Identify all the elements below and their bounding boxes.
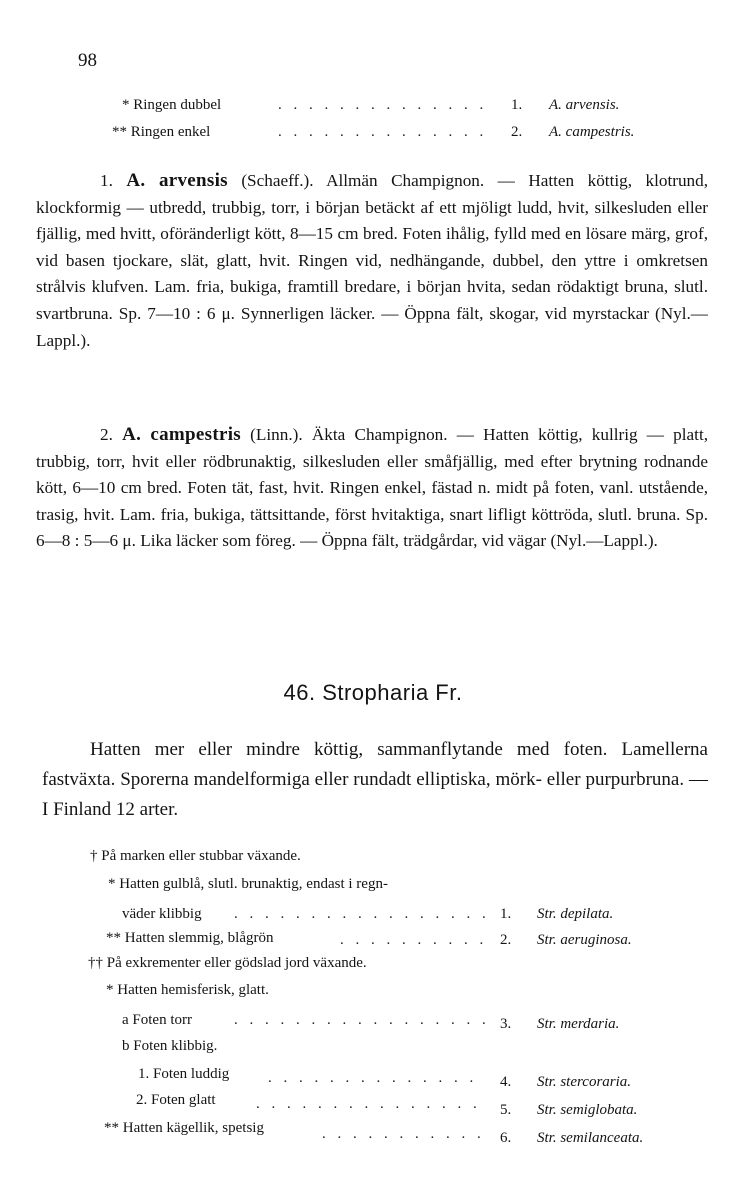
key-row-label: * Ringen dubbel [122,97,222,113]
species-genus-abbr: A. [122,424,142,445]
key-row-label: 1. Foten luddig [138,1066,230,1082]
leader-dots: . . . . . . . . . . . . . . [278,124,488,140]
species-name: campestris [150,424,241,445]
key-row-species: Str. aeruginosa. [537,932,632,948]
leader-dots: . . . . . . . . . . . . . . [278,97,488,113]
key-row-number: 5. [500,1102,512,1118]
key-row-number: 3. [500,1016,512,1032]
key-row-label: ** Ringen enkel [112,124,211,140]
key-row-species: A. arvensis. [549,97,620,113]
leader-dots: . . . . . . . . . . . . . . . [256,1096,481,1112]
key-row-label: a Foten torr [122,1012,192,1028]
key-row-number: 6. [500,1130,512,1146]
key-row-number: 4. [500,1074,512,1090]
page-number: 98 [78,50,97,71]
key-row-number: 1. [500,906,512,922]
genus-intro [42,735,708,825]
key-row-species: A. campestris. [549,124,635,140]
genus-intro-text: Hatten mer eller mindre köttig, sammanflytande med foten. Lamellerna fastväxta. Sporerna mandelformiga eller rundadt elliptiska, mörk- eller purpurbruna. — I Finland 12 arter. [42,739,708,820]
genus-heading: 46. Stropharia Fr. [283,680,463,705]
key-row-label: 2. Foten glatt [136,1092,216,1108]
leader-dots: . . . . . . . . . . . . . . . . . [234,906,490,922]
key-row-label: * Hatten gulblå, slutl. brunaktig, endast i regn- [108,876,388,892]
leader-dots: . . . . . . . . . . . [322,1126,485,1142]
species-number: 2. [100,425,113,444]
species-entry-campestris [36,422,708,555]
key-row-species: Str. semiglobata. [537,1102,638,1118]
species-description: (Schaeff.). Allmän Champignon. — Hatten köttig, klotrund, klockformig — utbredd, trubbig, torr, i början betäckt af ett mjöligt ludd, hvit, silkesluden eller fjällig, med hvitt, oföränderligt kött, 8—15 cm bred. Foten ihålig, fylld med en lösare märg, grof, vid basen tjockare, slät, glatt, hvit. Ringen vid, nedhängande, dubbel, den yttre i omkretsen strålvis klufven. Lam. fria, bukiga, framtill bredare, i början hvita, sedan rödaktigt bruna, slutl. svartbruna. Sp. 7—10 : 6 μ. Synnerligen läcker. — Öppna fält, skogar, vid myrstackar (Nyl.—Lappl.). [36,171,709,350]
species-number: 1. [100,171,113,190]
key-row-number: 2. [500,932,512,948]
key-row-number: 2. [511,124,523,140]
key-row-number: 1. [511,97,523,113]
species-genus-abbr: A. [126,170,146,191]
key-row-label: † På marken eller stubbar växande. [90,848,301,864]
key-row-label: b Foten klibbig. [122,1038,218,1054]
key-row-label: ** Hatten slemmig, blågrön [106,930,274,946]
key-row-label: väder klibbig [122,906,202,922]
key-row-label: * Hatten hemisferisk, glatt. [106,982,269,998]
species-description: (Linn.). Äkta Champignon. — Hatten köttig, kullrig — platt, trubbig, torr, hvit eller rödbrunaktig, silkesluden eller småfjällig, med efter brytning rodnande kött, 6—10 cm bred. Foten tät, fast, hvit. Ringen enkel, fästad n. midt på foten, vanl. utstående, trasig, hvit. Lam. fria, bukiga, tättsittande, först hvitaktiga, snart lifligt köttröda, slutl. bruna. Sp. 6—8 : 5—6 μ. Lika läcker som föreg. — Öppna fält, trädgårdar, vid vägar (Nyl.—Lappl.). [36,425,709,551]
key-row-label: ** Hatten kägellik, spetsig [104,1120,264,1136]
key-row-species: Str. semilanceata. [537,1130,644,1146]
key-row-species: Str. stercoraria. [537,1074,632,1090]
key-row-species: Str. merdaria. [537,1016,620,1032]
species-entry-arvensis [36,168,708,354]
leader-dots: . . . . . . . . . . [340,932,488,948]
key-row-species: Str. depilata. [537,906,614,922]
key-row-label: †† På exkrementer eller gödslad jord växande. [88,955,367,971]
species-name: arvensis [158,170,228,191]
leader-dots: . . . . . . . . . . . . . . [268,1070,478,1086]
leader-dots: . . . . . . . . . . . . . . . . . [234,1012,490,1028]
